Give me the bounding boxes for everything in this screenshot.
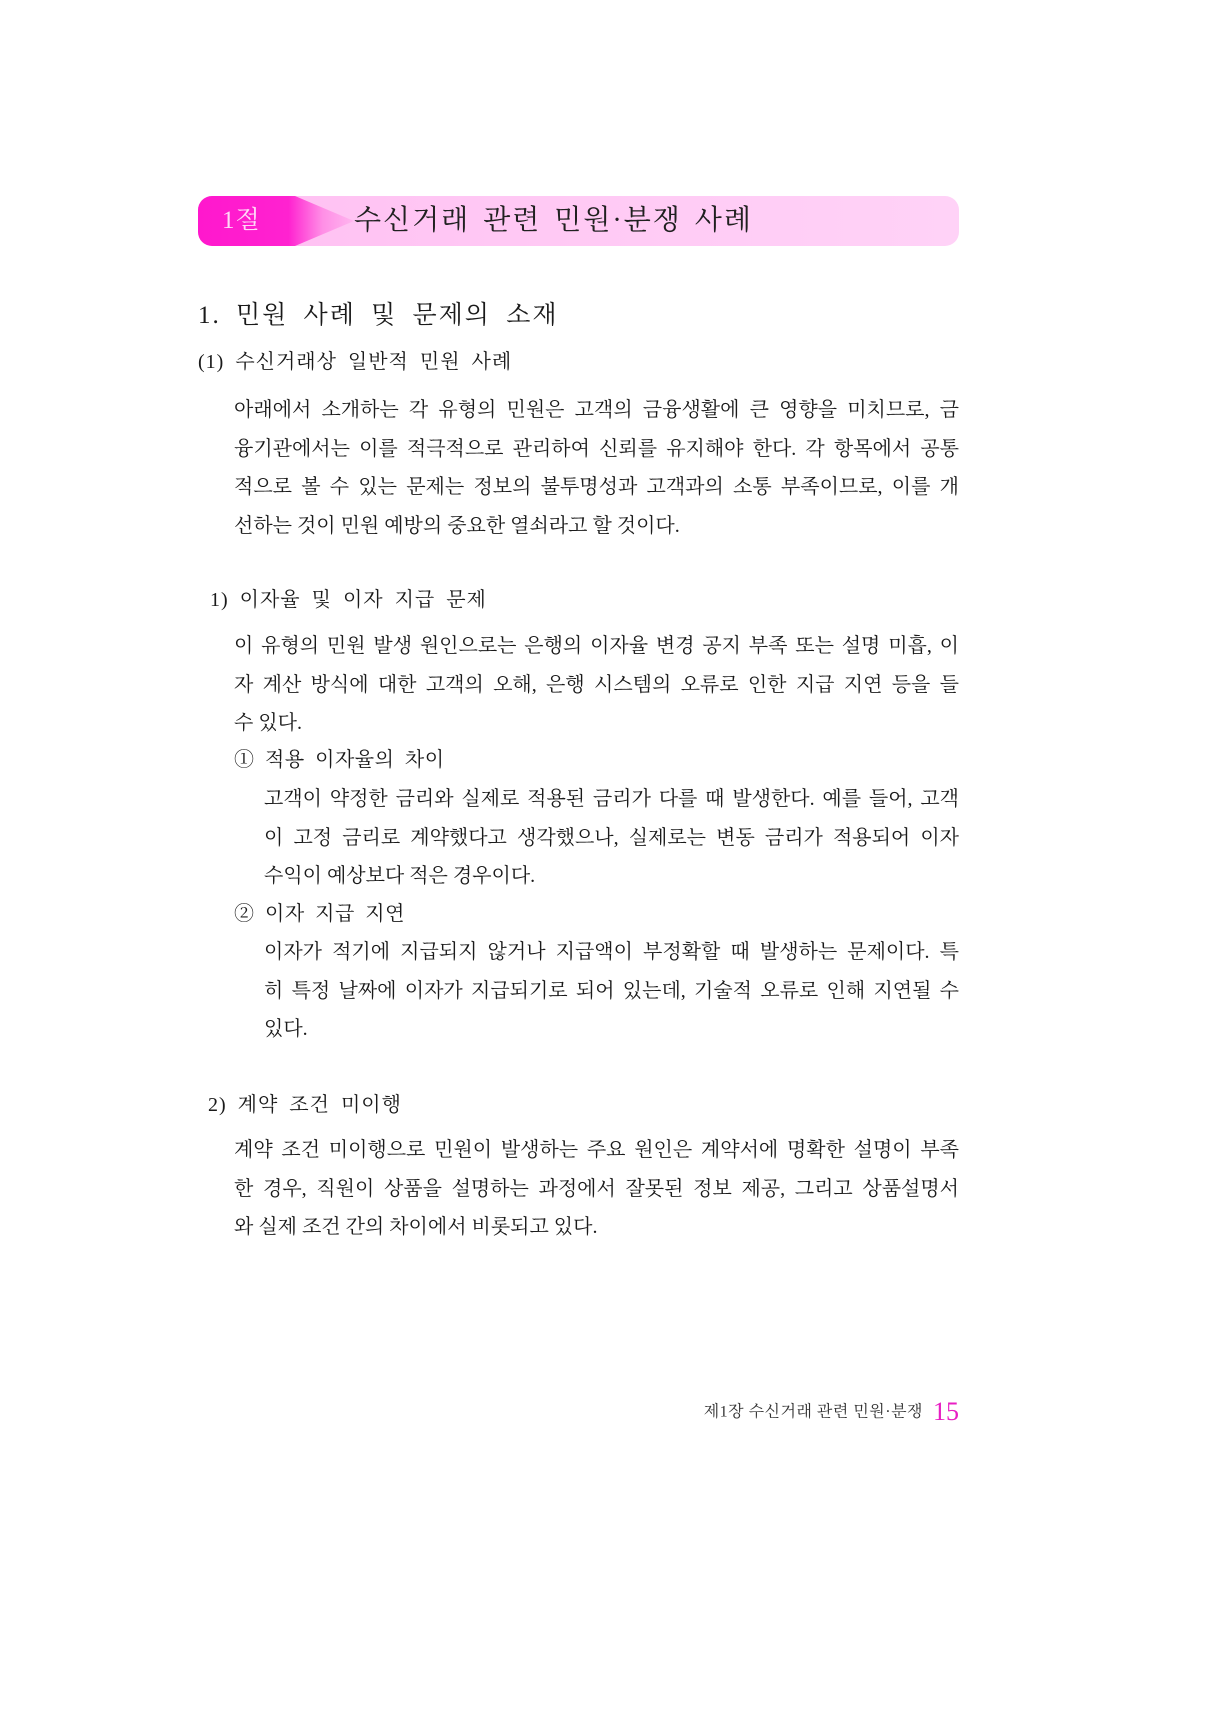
paragraph-line: 융기관에서는 이를 적극적으로 관리하여 신뢰를 유지해야 한다. 각 항목에서 공통 — [234, 437, 959, 460]
subitem-2-title: ② 이자 지급 지연 — [234, 903, 405, 925]
paragraph-line: 선하는 것이 민원 예방의 중요한 열쇠라고 할 것이다. — [234, 514, 680, 537]
intro-paragraph — [234, 391, 959, 545]
item-2-paragraph — [234, 1131, 959, 1247]
section-title: 수신거래 관련 민원·분쟁 사례 — [354, 205, 753, 236]
paragraph-line: 고객이 약정한 금리와 실제로 적용된 금리가 다를 때 발생한다. 예를 들어, 고객 — [264, 788, 959, 810]
paragraph-line: 한 경우, 직원이 상품을 설명하는 과정에서 잘못된 정보 제공, 그리고 상품설명서 — [234, 1177, 959, 1200]
subitem-1-title: ① 적용 이자율의 차이 — [234, 749, 445, 771]
paragraph-line: 아래에서 소개하는 각 유형의 민원은 고객의 금융생활에 큰 영향을 미치므로, 금 — [234, 399, 959, 421]
paragraph-line: 계약 조건 미이행으로 민원이 발생하는 주요 원인은 계약서에 명확한 설명이 부족 — [234, 1139, 959, 1161]
paragraph-line: 이 유형의 민원 발생 원인으로는 은행의 이자율 변경 공지 부족 또는 설명 미흡, 이 — [234, 635, 959, 657]
subitem-1-paragraph — [264, 780, 959, 896]
paragraph-line: 자 계산 방식에 대한 고객의 오해, 은행 시스템의 오류로 인한 지급 지연 등을 들 — [234, 673, 959, 696]
paragraph-line: 와 실제 조건 간의 차이에서 비롯되고 있다. — [234, 1216, 598, 1238]
heading-1: 1. 민원 사례 및 문제의 소재 — [198, 302, 559, 329]
paragraph-line: 있다. — [264, 1018, 308, 1040]
page-footer — [704, 1394, 959, 1430]
footer-chapter-title: 제1장 수신거래 관련 민원·분쟁 — [703, 1403, 923, 1421]
item-2-title: 2) 계약 조건 미이행 — [208, 1094, 402, 1116]
paragraph-line: 적으로 볼 수 있는 문제는 정보의 불투명성과 고객과의 소통 부족이므로, 이를 개 — [234, 476, 959, 498]
section-number: 1절 — [222, 207, 261, 234]
page-number: 15 — [933, 1397, 959, 1427]
section-banner — [198, 196, 959, 246]
subitem-2-paragraph — [264, 933, 959, 1049]
item-1-paragraph — [234, 627, 959, 743]
paragraph-line: 히 특정 날짜에 이자가 지급되기로 되어 있는데, 기술적 오류로 인해 지연될 수 — [264, 979, 959, 1002]
item-1-title: 1) 이자율 및 이자 지급 문제 — [210, 589, 487, 611]
paragraph-line: 수익이 예상보다 적은 경우이다. — [264, 865, 536, 887]
paragraph-line: 이자가 적기에 지급되지 않거나 지급액이 부정확할 때 발생하는 문제이다. 특 — [264, 941, 959, 963]
paragraph-line: 수 있다. — [234, 712, 302, 734]
subheading-1: (1) 수신거래상 일반적 민원 사례 — [198, 351, 513, 373]
paragraph-line: 이 고정 금리로 계약했다고 생각했으나, 실제로는 변동 금리가 적용되어 이자 — [264, 826, 959, 849]
